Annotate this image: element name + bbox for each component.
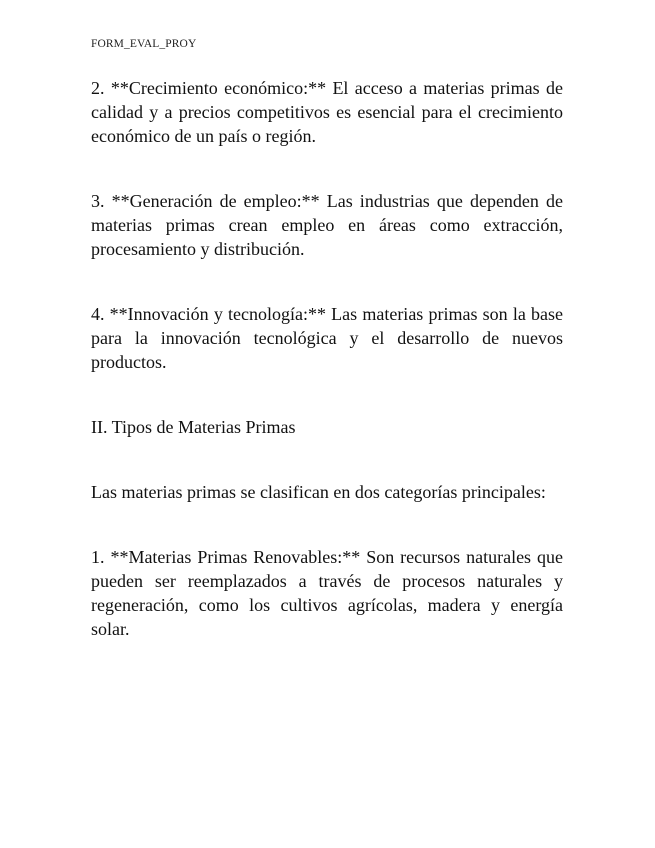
document-body [91,76,563,641]
paragraph-innovation: 4. **Innovación y tecnología:** Las materias primas son la base para la innovación tecnológica y el desarrollo de nuevos productos. [91,304,563,372]
paragraph-employment: 3. **Generación de empleo:** Las industrias que dependen de materias primas crean empleo en áreas como extracción, procesamiento y distribución. [91,191,563,259]
paragraph-economic-growth: 2. **Crecimiento económico:** El acceso a materias primas de calidad y a precios competitivos es esencial para el crecimiento económico de un país o región. [91,78,563,146]
paragraph-classification-intro: Las materias primas se clasifican en dos categorías principales: [91,482,546,502]
section-heading: II. Tipos de Materias Primas [91,417,296,437]
page-header: FORM_EVAL_PROY [91,38,197,50]
paragraph-renewable-materials: 1. **Materias Primas Renovables:** Son recursos naturales que pueden ser reemplazados a través de procesos naturales y regeneración, como los cultivos agrícolas, madera y energía solar. [91,547,563,639]
